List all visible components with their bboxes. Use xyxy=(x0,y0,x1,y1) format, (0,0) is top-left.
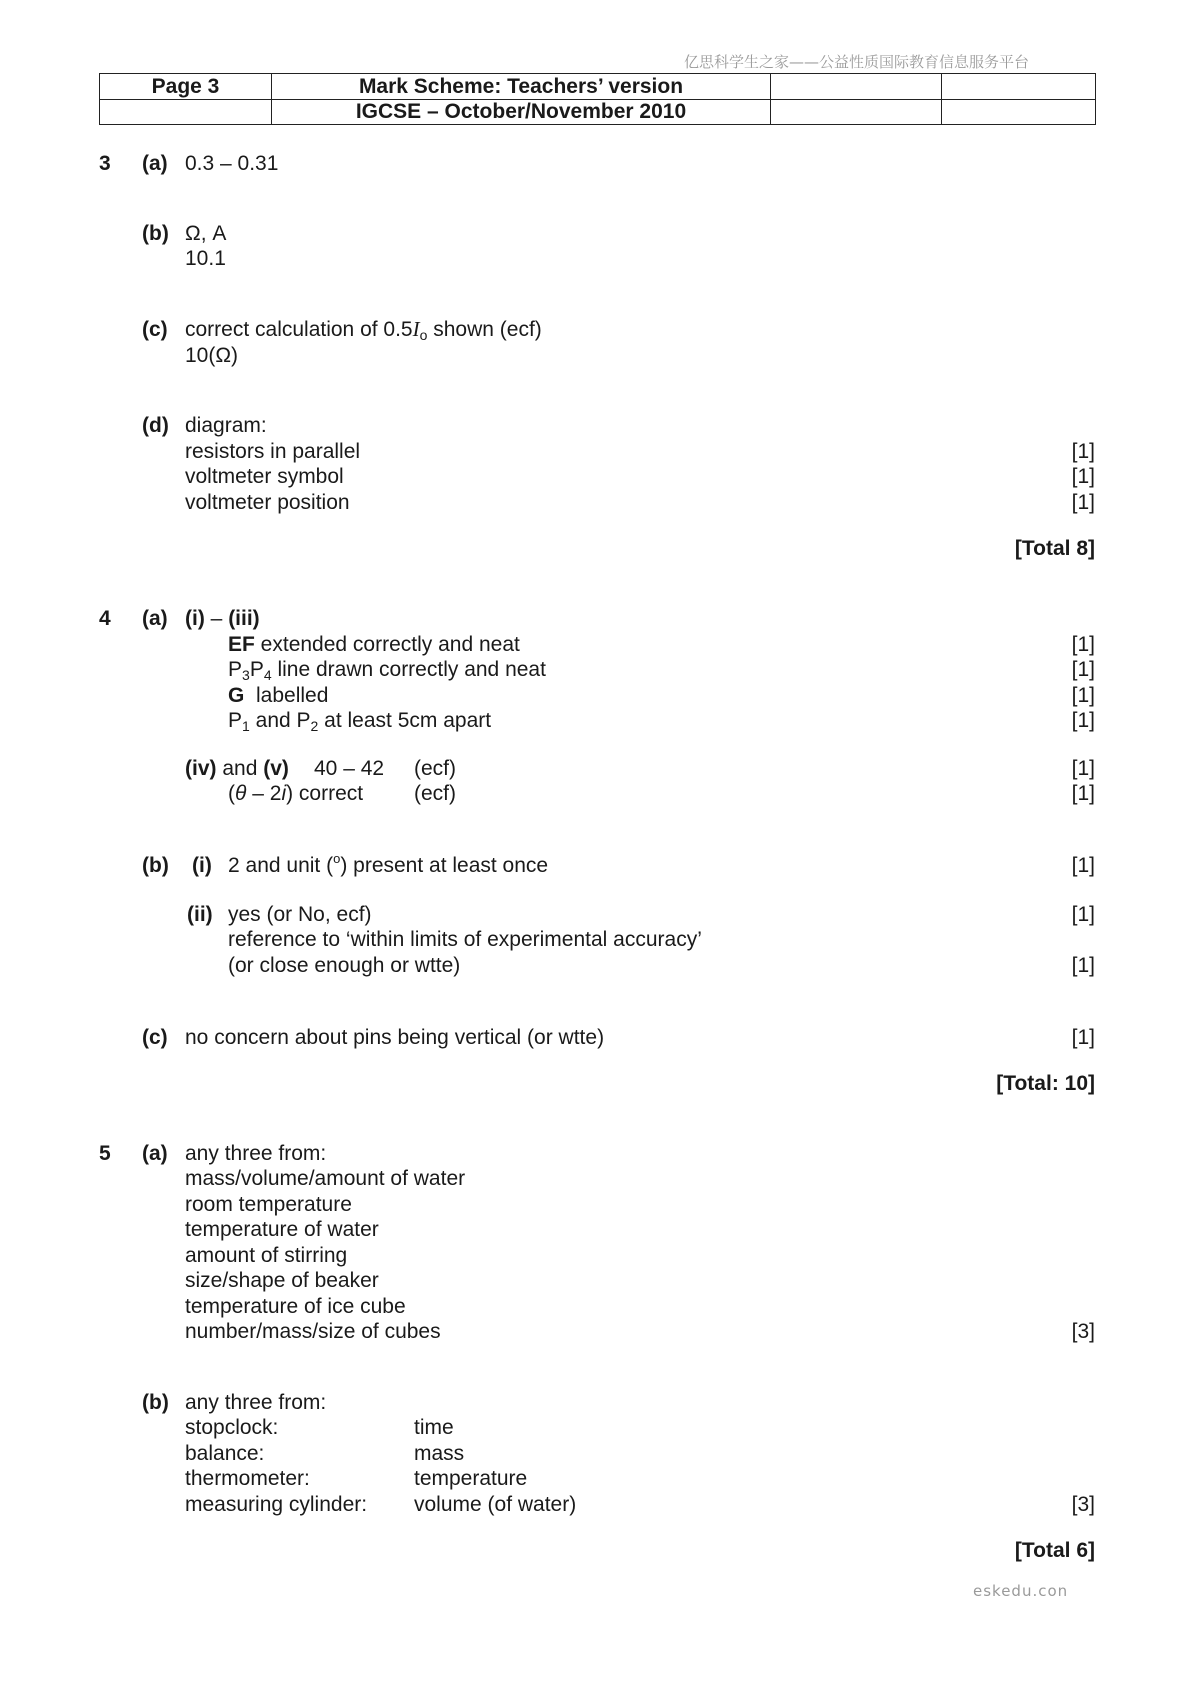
q3c-label: (c) xyxy=(142,318,168,341)
q3-total: [Total 8] xyxy=(1014,537,1095,560)
mark: [1] xyxy=(1071,782,1095,805)
q5a-item: size/shape of beaker xyxy=(185,1269,379,1292)
header-empty-cell xyxy=(771,99,942,125)
q5b-instrument: thermometer: xyxy=(185,1467,310,1490)
q4a-iv-value: 40 – 42 xyxy=(314,757,385,780)
q4a-point-g: G labelled xyxy=(228,684,329,707)
q5b-instrument: measuring cylinder: xyxy=(185,1493,368,1516)
q5a-item: temperature of ice cube xyxy=(185,1295,406,1318)
q4a-theta-line: (θ – 2i) correct xyxy=(228,782,364,805)
header-title: Mark Scheme: Teachers’ version xyxy=(272,74,771,100)
q4a-iv-v-line: (iv) and (v) xyxy=(185,757,289,780)
q5b-quantity: mass xyxy=(414,1442,465,1465)
mark: [1] xyxy=(1071,854,1095,877)
q3-number: 3 xyxy=(99,152,111,175)
mark: [1] xyxy=(1071,757,1095,780)
mark: [1] xyxy=(1071,954,1095,977)
q5b-quantity: time xyxy=(414,1416,454,1439)
q5b-heading: any three from: xyxy=(185,1391,327,1414)
q3b-answer-units: Ω, A xyxy=(185,222,227,245)
mark: [1] xyxy=(1071,658,1095,681)
q4a-part-range: (i) – (iii) xyxy=(185,607,260,630)
q5b-quantity: temperature xyxy=(414,1467,528,1490)
mark: [1] xyxy=(1071,684,1095,707)
q3d-label: (d) xyxy=(142,414,169,437)
q5a-item: room temperature xyxy=(185,1193,352,1216)
mark: [3] xyxy=(1071,1320,1095,1343)
q5a-item: temperature of water xyxy=(185,1218,379,1241)
q4c-answer: no concern about pins being vertical (or wtte) xyxy=(185,1026,605,1049)
q3b-answer-value: 10.1 xyxy=(185,247,226,270)
q3c-answer-value: 10(Ω) xyxy=(185,344,239,367)
q4a-label: (a) xyxy=(142,607,168,630)
q4-total: [Total: 10] xyxy=(996,1072,1095,1095)
q3d-heading: diagram: xyxy=(185,414,267,437)
q4a-theta-ecf: (ecf) xyxy=(414,782,456,805)
q5a-label: (a) xyxy=(142,1142,168,1165)
q4a-point-p1p2: $P_1$ and $P_2$ at least 5cm apart xyxy=(228,709,492,734)
header-empty-cell xyxy=(942,99,1096,125)
q4b-label: (b) xyxy=(142,854,169,877)
q4bii-alternative: (or close enough or wtte) xyxy=(228,954,461,977)
watermark-bottom: eskedu.con xyxy=(973,1582,1069,1600)
mark: [1] xyxy=(1071,465,1095,488)
q4bii-reference: reference to ‘within limits of experimental accuracy’ xyxy=(228,928,702,951)
q4c-label: (c) xyxy=(142,1026,168,1049)
q3a-answer: 0.3 – 0.31 xyxy=(185,152,279,175)
q5a-item: amount of stirring xyxy=(185,1244,348,1267)
q3d-item: voltmeter position xyxy=(185,491,350,514)
header-empty-cell xyxy=(942,74,1096,100)
mark: [1] xyxy=(1071,903,1095,926)
header-empty-cell xyxy=(771,74,942,100)
q3b-label: (b) xyxy=(142,222,169,245)
q5-number: 5 xyxy=(99,1142,111,1165)
watermark-top: 亿思科学生之家——公益性质国际教育信息服务平台 xyxy=(684,53,1030,71)
mark: [1] xyxy=(1071,709,1095,732)
q3c-answer: correct calculation of $0.5I_o$ shown (ecf) xyxy=(185,317,542,343)
mark: [1] xyxy=(1071,1026,1095,1049)
q5a-item: number/mass/size of cubes xyxy=(185,1320,441,1343)
mark: [3] xyxy=(1071,1493,1095,1516)
q4bii-label: (ii) xyxy=(187,903,213,926)
q4a-point-p3p4: $P_3P_4$ line drawn correctly and neat xyxy=(228,658,546,683)
q5b-instrument: stopclock: xyxy=(185,1416,279,1439)
q5-total: [Total 6] xyxy=(1014,1539,1095,1562)
q4a-point-ef: EF extended correctly and neat xyxy=(228,633,520,656)
mark: [1] xyxy=(1071,491,1095,514)
q5b-instrument: balance: xyxy=(185,1442,265,1465)
q4bi-label: (i) xyxy=(192,854,212,877)
header-page: Page 3 xyxy=(100,74,272,100)
mark: [1] xyxy=(1071,440,1095,463)
q3d-item: voltmeter symbol xyxy=(185,465,344,488)
q4-number: 4 xyxy=(99,607,111,630)
header-subtitle: IGCSE – October/November 2010 xyxy=(272,99,771,125)
q3a-label: (a) xyxy=(142,152,168,175)
mark: [1] xyxy=(1071,633,1095,656)
header-table xyxy=(99,73,1096,125)
q3d-item: resistors in parallel xyxy=(185,440,361,463)
q5a-heading: any three from: xyxy=(185,1142,327,1165)
q4bii-answer: yes (or No, ecf) xyxy=(228,903,372,926)
q4bi-answer: 2 and unit ($^o$) present at least once xyxy=(228,851,549,877)
header-empty-cell xyxy=(100,99,272,125)
q5a-item: mass/volume/amount of water xyxy=(185,1167,466,1190)
q5b-quantity: volume (of water) xyxy=(414,1493,577,1516)
q4a-iv-ecf: (ecf) xyxy=(414,757,456,780)
q5b-label: (b) xyxy=(142,1391,169,1414)
